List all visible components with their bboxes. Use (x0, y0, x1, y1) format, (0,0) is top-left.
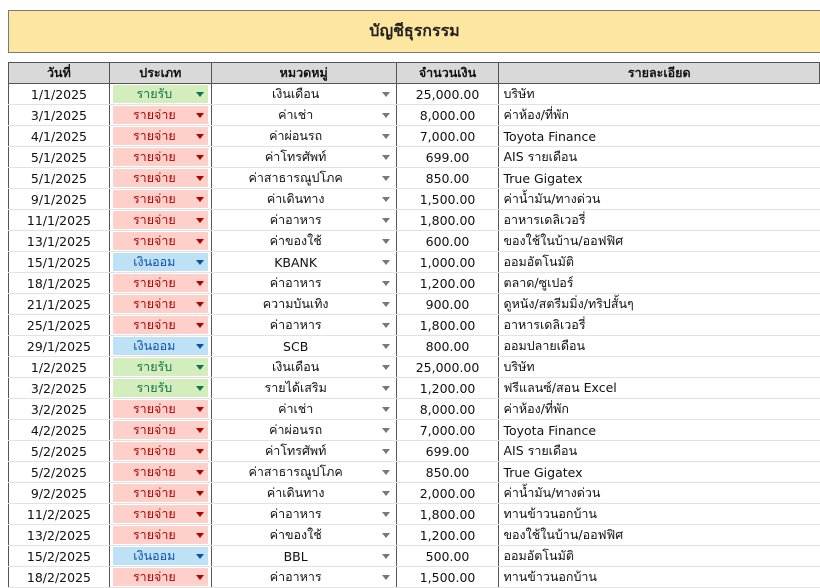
category-cell[interactable] (211, 441, 396, 462)
date-cell[interactable]: 5/2/2025 (9, 441, 110, 462)
type-cell[interactable] (109, 420, 211, 441)
detail-cell[interactable]: ดูหนัง/สตรีมมิ่ง/ทริปสั้นๆ (499, 294, 820, 315)
amount-cell[interactable]: 2,000.00 (396, 483, 499, 504)
dropdown-arrow-icon[interactable] (382, 365, 390, 370)
type-label: รายรับ (136, 359, 173, 374)
category-label: KBANK (274, 254, 318, 270)
amount-cell[interactable]: 699.00 (396, 441, 499, 462)
table-row (9, 336, 820, 357)
dropdown-arrow-icon[interactable] (382, 386, 390, 391)
date-cell[interactable]: 15/1/2025 (9, 252, 110, 273)
type-label: รายรับ (136, 86, 173, 101)
table-row (9, 294, 820, 315)
dropdown-arrow-icon[interactable] (196, 281, 204, 286)
dropdown-arrow-icon[interactable] (382, 323, 390, 328)
type-cell[interactable] (109, 546, 211, 567)
detail-cell[interactable]: ของใช้ในบ้าน/ออฟฟิศ (499, 231, 820, 252)
header-amount[interactable]: จำนวนเงิน (396, 63, 499, 84)
dropdown-arrow-icon[interactable] (382, 197, 390, 202)
type-dropdown-chip[interactable] (113, 358, 208, 376)
category-cell[interactable] (211, 168, 396, 189)
detail-cell[interactable]: บริษัท (499, 84, 820, 105)
table-row (9, 168, 820, 189)
category-label: ค่าอาหาร (269, 317, 322, 332)
detail-cell[interactable]: ออมอัตโนมัติ (499, 252, 820, 273)
type-dropdown-chip[interactable] (113, 400, 208, 418)
dropdown-arrow-icon[interactable] (196, 344, 204, 349)
category-label: เงินเดือน (271, 359, 320, 374)
detail-cell[interactable]: AIS รายเดือน (499, 147, 820, 168)
amount-cell[interactable]: 25,000.00 (396, 84, 499, 105)
dropdown-arrow-icon[interactable] (196, 218, 204, 223)
table-row (9, 525, 820, 546)
dropdown-arrow-icon[interactable] (196, 428, 204, 433)
category-label: BBL (283, 548, 308, 564)
table-row (9, 231, 820, 252)
amount-cell[interactable]: 8,000.00 (396, 105, 499, 126)
date-cell[interactable]: 18/1/2025 (9, 273, 110, 294)
category-cell[interactable] (211, 525, 396, 546)
date-cell[interactable]: 4/2/2025 (9, 420, 110, 441)
category-cell[interactable] (211, 315, 396, 336)
date-cell[interactable]: 1/1/2025 (9, 84, 110, 105)
date-cell[interactable]: 13/2/2025 (9, 525, 110, 546)
table-row (9, 378, 820, 399)
detail-cell[interactable]: ค่าห้อง/ที่พัก (499, 399, 820, 420)
type-dropdown-chip[interactable] (113, 379, 208, 397)
amount-cell[interactable]: 7,000.00 (396, 126, 499, 147)
category-cell[interactable] (211, 567, 396, 588)
header-type[interactable]: ประเภท (109, 63, 211, 84)
dropdown-arrow-icon[interactable] (382, 92, 390, 97)
type-dropdown-chip[interactable] (113, 85, 208, 103)
amount-cell[interactable]: 8,000.00 (396, 399, 499, 420)
category-label: ค่าโทรศัพท์ (264, 149, 327, 164)
category-label: ค่าเดินทาง (266, 485, 325, 500)
type-dropdown-chip[interactable] (113, 253, 208, 271)
type-cell[interactable] (109, 462, 211, 483)
table-row (9, 399, 820, 420)
category-cell[interactable] (211, 84, 396, 105)
dropdown-arrow-icon[interactable] (196, 113, 204, 118)
header-row (9, 63, 820, 84)
type-dropdown-chip[interactable] (113, 484, 208, 502)
category-cell[interactable] (211, 273, 396, 294)
type-dropdown-chip[interactable] (113, 463, 208, 481)
date-cell[interactable]: 11/2/2025 (9, 504, 110, 525)
amount-cell[interactable]: 600.00 (396, 231, 499, 252)
type-cell[interactable] (109, 567, 211, 588)
amount-cell[interactable]: 1,800.00 (396, 504, 499, 525)
dropdown-arrow-icon[interactable] (382, 113, 390, 118)
dropdown-arrow-icon[interactable] (382, 281, 390, 286)
type-label: รายจ่าย (132, 317, 176, 332)
type-cell[interactable] (109, 357, 211, 378)
dropdown-arrow-icon[interactable] (382, 218, 390, 223)
dropdown-arrow-icon[interactable] (196, 197, 204, 202)
type-dropdown-chip[interactable] (113, 190, 208, 208)
transactions-table (8, 62, 820, 588)
type-label: รายจ่าย (132, 107, 176, 122)
category-cell[interactable] (211, 105, 396, 126)
date-cell[interactable]: 13/1/2025 (9, 231, 110, 252)
category-label: ค่าสาธารณูปโภค (248, 464, 343, 479)
type-label: รายจ่าย (132, 233, 176, 248)
dropdown-arrow-icon[interactable] (196, 449, 204, 454)
dropdown-arrow-icon[interactable] (196, 92, 204, 97)
category-cell[interactable] (211, 147, 396, 168)
type-cell[interactable] (109, 294, 211, 315)
dropdown-arrow-icon[interactable] (196, 386, 204, 391)
dropdown-arrow-icon[interactable] (382, 407, 390, 412)
dropdown-arrow-icon[interactable] (382, 554, 390, 559)
header-date[interactable]: วันที่ (9, 63, 110, 84)
category-label: รายได้เสริม (264, 380, 327, 395)
dropdown-arrow-icon[interactable] (196, 575, 204, 580)
type-dropdown-chip[interactable] (113, 547, 208, 565)
table-row (9, 147, 820, 168)
type-label: รายจ่าย (132, 296, 176, 311)
type-dropdown-chip[interactable] (113, 274, 208, 292)
type-label: เงินออม (133, 338, 176, 353)
type-dropdown-chip[interactable] (113, 232, 208, 250)
dropdown-arrow-icon[interactable] (196, 302, 204, 307)
type-label: รายจ่าย (132, 485, 176, 500)
amount-cell[interactable]: 25,000.00 (396, 357, 499, 378)
type-label: รายจ่าย (132, 275, 176, 290)
category-cell[interactable] (211, 252, 396, 273)
dropdown-arrow-icon[interactable] (196, 533, 204, 538)
category-label: ค่าสาธารณูปโภค (248, 170, 343, 185)
amount-cell[interactable]: 850.00 (396, 168, 499, 189)
type-cell[interactable] (109, 210, 211, 231)
category-label: ค่าเดินทาง (266, 191, 325, 206)
detail-cell[interactable]: ค่าน้ำมัน/ทางด่วน (499, 189, 820, 210)
dropdown-arrow-icon[interactable] (196, 260, 204, 265)
dropdown-arrow-icon[interactable] (382, 302, 390, 307)
category-cell[interactable] (211, 189, 396, 210)
category-label: เงินเดือน (271, 86, 320, 101)
dropdown-arrow-icon[interactable] (382, 512, 390, 517)
type-cell[interactable] (109, 105, 211, 126)
dropdown-arrow-icon[interactable] (382, 533, 390, 538)
dropdown-arrow-icon[interactable] (382, 134, 390, 139)
amount-cell[interactable]: 900.00 (396, 294, 499, 315)
type-dropdown-chip[interactable] (113, 337, 208, 355)
type-label: รายจ่าย (132, 527, 176, 542)
type-label: รายจ่าย (132, 422, 176, 437)
type-cell[interactable] (109, 378, 211, 399)
detail-cell[interactable]: ฟรีแลนซ์/สอน Excel (499, 378, 820, 399)
dropdown-arrow-icon[interactable] (196, 239, 204, 244)
type-cell[interactable] (109, 399, 211, 420)
category-cell[interactable] (211, 231, 396, 252)
type-dropdown-chip[interactable] (113, 421, 208, 439)
detail-cell[interactable]: ตลาด/ซูเปอร์ (499, 273, 820, 294)
category-cell[interactable] (211, 336, 396, 357)
table-row (9, 357, 820, 378)
table-row (9, 315, 820, 336)
dropdown-arrow-icon[interactable] (196, 134, 204, 139)
dropdown-arrow-icon[interactable] (196, 512, 204, 517)
table-row (9, 420, 820, 441)
amount-cell[interactable]: 1,800.00 (396, 315, 499, 336)
type-cell[interactable] (109, 126, 211, 147)
type-cell[interactable] (109, 84, 211, 105)
category-cell[interactable] (211, 357, 396, 378)
date-cell[interactable]: 4/1/2025 (9, 126, 110, 147)
type-cell[interactable] (109, 441, 211, 462)
amount-cell[interactable]: 800.00 (396, 336, 499, 357)
dropdown-arrow-icon[interactable] (196, 407, 204, 412)
detail-cell[interactable]: อาหารเดลิเวอรี่ (499, 315, 820, 336)
header-category[interactable]: หมวดหมู่ (211, 63, 396, 84)
table-row (9, 504, 820, 525)
category-label: ค่าอาหาร (269, 569, 322, 584)
date-cell[interactable]: 1/2/2025 (9, 357, 110, 378)
category-cell[interactable] (211, 462, 396, 483)
date-cell[interactable]: 3/2/2025 (9, 399, 110, 420)
type-dropdown-chip[interactable] (113, 505, 208, 523)
table-row (9, 84, 820, 105)
type-cell[interactable] (109, 189, 211, 210)
type-cell[interactable] (109, 168, 211, 189)
dropdown-arrow-icon[interactable] (382, 239, 390, 244)
type-label: รายจ่าย (132, 212, 176, 227)
table-row (9, 189, 820, 210)
category-cell[interactable] (211, 483, 396, 504)
detail-cell[interactable]: ออมปลายเดือน (499, 336, 820, 357)
detail-cell[interactable]: บริษัท (499, 357, 820, 378)
amount-cell[interactable]: 699.00 (396, 147, 499, 168)
dropdown-arrow-icon[interactable] (382, 344, 390, 349)
amount-cell[interactable]: 7,000.00 (396, 420, 499, 441)
amount-cell[interactable]: 850.00 (396, 462, 499, 483)
category-label: ค่าเช่า (278, 401, 314, 416)
detail-cell[interactable]: ออมอัตโนมัติ (499, 546, 820, 567)
type-label: รายจ่าย (132, 170, 176, 185)
type-dropdown-chip[interactable] (113, 295, 208, 313)
category-cell[interactable] (211, 420, 396, 441)
type-dropdown-chip[interactable] (113, 106, 208, 124)
dropdown-arrow-icon[interactable] (196, 470, 204, 475)
type-label: รายจ่าย (132, 128, 176, 143)
category-label: ค่าผ่อนรถ (269, 422, 323, 437)
type-label: รายจ่าย (132, 401, 176, 416)
category-label: ค่าโทรศัพท์ (264, 443, 327, 458)
type-cell[interactable] (109, 273, 211, 294)
type-cell[interactable] (109, 504, 211, 525)
category-label: ค่าเช่า (278, 107, 314, 122)
dropdown-arrow-icon[interactable] (382, 449, 390, 454)
table-row (9, 252, 820, 273)
type-dropdown-chip[interactable] (113, 316, 208, 334)
type-label: รายจ่าย (132, 569, 176, 584)
type-cell[interactable] (109, 525, 211, 546)
dropdown-arrow-icon[interactable] (382, 176, 390, 181)
detail-cell[interactable]: ค่าห้อง/ที่พัก (499, 105, 820, 126)
type-label: เงินออม (133, 548, 176, 563)
category-cell[interactable] (211, 210, 396, 231)
date-cell[interactable]: 9/1/2025 (9, 189, 110, 210)
dropdown-arrow-icon[interactable] (382, 155, 390, 160)
type-dropdown-chip[interactable] (113, 568, 208, 586)
amount-cell[interactable]: 1,200.00 (396, 378, 499, 399)
category-label: ค่าอาหาร (269, 506, 322, 521)
date-cell[interactable]: 15/2/2025 (9, 546, 110, 567)
type-label: รายจ่าย (132, 149, 176, 164)
dropdown-arrow-icon[interactable] (382, 470, 390, 475)
dropdown-arrow-icon[interactable] (196, 155, 204, 160)
detail-cell[interactable]: True Gigatex (499, 168, 820, 189)
type-label: เงินออม (133, 254, 176, 269)
type-dropdown-chip[interactable] (113, 442, 208, 460)
date-cell[interactable]: 11/1/2025 (9, 210, 110, 231)
amount-cell[interactable]: 1,200.00 (396, 273, 499, 294)
table-row (9, 126, 820, 147)
sheet-title[interactable]: บัญชีธุรกรรม (8, 10, 820, 53)
detail-cell[interactable]: True Gigatex (499, 462, 820, 483)
type-dropdown-chip[interactable] (113, 526, 208, 544)
type-dropdown-chip[interactable] (113, 127, 208, 145)
amount-cell[interactable]: 1,000.00 (396, 252, 499, 273)
table-row (9, 105, 820, 126)
date-cell[interactable]: 5/1/2025 (9, 147, 110, 168)
dropdown-arrow-icon[interactable] (196, 491, 204, 496)
amount-cell[interactable]: 1,200.00 (396, 525, 499, 546)
type-cell[interactable] (109, 336, 211, 357)
header-detail[interactable]: รายละเอียด (499, 63, 820, 84)
type-label: รายจ่าย (132, 464, 176, 479)
dropdown-arrow-icon[interactable] (196, 365, 204, 370)
category-cell[interactable] (211, 378, 396, 399)
amount-cell[interactable]: 500.00 (396, 546, 499, 567)
date-cell[interactable]: 3/2/2025 (9, 378, 110, 399)
detail-cell[interactable]: Toyota Finance (499, 126, 820, 147)
type-cell[interactable] (109, 483, 211, 504)
type-cell[interactable] (109, 315, 211, 336)
type-dropdown-chip[interactable] (113, 148, 208, 166)
date-cell[interactable]: 5/1/2025 (9, 168, 110, 189)
dropdown-arrow-icon[interactable] (382, 260, 390, 265)
date-cell[interactable]: 25/1/2025 (9, 315, 110, 336)
category-cell[interactable] (211, 546, 396, 567)
type-label: รายรับ (136, 380, 173, 395)
dropdown-arrow-icon[interactable] (196, 176, 204, 181)
category-label: ค่าของใช้ (269, 233, 322, 248)
category-label: ค่าอาหาร (269, 212, 322, 227)
type-dropdown-chip[interactable] (113, 169, 208, 187)
detail-cell[interactable]: ของใช้ในบ้าน/ออฟฟิศ (499, 525, 820, 546)
type-dropdown-chip[interactable] (113, 211, 208, 229)
table-row (9, 462, 820, 483)
dropdown-arrow-icon[interactable] (196, 323, 204, 328)
category-cell[interactable] (211, 399, 396, 420)
category-label: SCB (283, 338, 309, 354)
dropdown-arrow-icon[interactable] (382, 491, 390, 496)
amount-cell[interactable]: 1,800.00 (396, 210, 499, 231)
detail-cell[interactable]: ค่าน้ำมัน/ทางด่วน (499, 483, 820, 504)
dropdown-arrow-icon[interactable] (382, 428, 390, 433)
type-cell[interactable] (109, 231, 211, 252)
detail-cell[interactable]: Toyota Finance (499, 420, 820, 441)
date-cell[interactable]: 5/2/2025 (9, 462, 110, 483)
table-row (9, 273, 820, 294)
category-cell[interactable] (211, 126, 396, 147)
date-cell[interactable]: 29/1/2025 (9, 336, 110, 357)
detail-cell[interactable]: ทานข้าวนอกบ้าน (499, 567, 820, 588)
detail-cell[interactable]: ทานข้าวนอกบ้าน (499, 504, 820, 525)
table-row (9, 546, 820, 567)
category-cell[interactable] (211, 504, 396, 525)
detail-cell[interactable]: อาหารเดลิเวอรี่ (499, 210, 820, 231)
date-cell[interactable]: 21/1/2025 (9, 294, 110, 315)
table-row (9, 567, 820, 588)
type-cell[interactable] (109, 147, 211, 168)
date-cell[interactable]: 18/2/2025 (9, 567, 110, 588)
amount-cell[interactable]: 1,500.00 (396, 189, 499, 210)
dropdown-arrow-icon[interactable] (196, 554, 204, 559)
category-label: ค่าอาหาร (269, 275, 322, 290)
type-label: รายจ่าย (132, 443, 176, 458)
amount-cell[interactable]: 1,500.00 (396, 567, 499, 588)
date-cell[interactable]: 9/2/2025 (9, 483, 110, 504)
type-label: รายจ่าย (132, 191, 176, 206)
table-row (9, 483, 820, 504)
table-row (9, 210, 820, 231)
table-row (9, 441, 820, 462)
category-label: ค่าของใช้ (269, 527, 322, 542)
category-label: ความบันเทิง (262, 296, 329, 311)
type-label: รายจ่าย (132, 506, 176, 521)
detail-cell[interactable]: AIS รายเดือน (499, 441, 820, 462)
category-label: ค่าผ่อนรถ (269, 128, 323, 143)
date-cell[interactable]: 3/1/2025 (9, 105, 110, 126)
category-cell[interactable] (211, 294, 396, 315)
type-cell[interactable] (109, 252, 211, 273)
